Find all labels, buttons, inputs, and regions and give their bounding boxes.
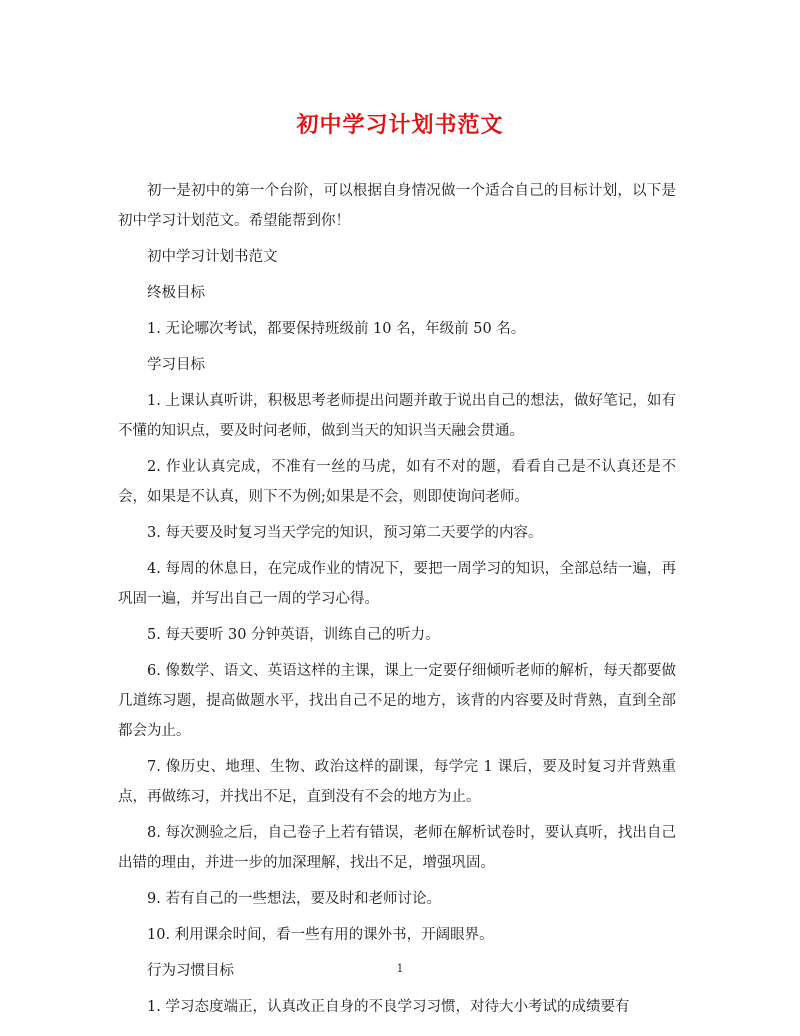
study-goal-item-10: 10. 利用课余时间，看一些有用的课外书，开阔眼界。 <box>147 927 494 943</box>
document-body <box>118 176 676 1028</box>
study-goal-item-7: 7. 像历史、地理、生物、政治这样的副课，每学完 1 课后，要及时复习并背熟重点，再做练习，并找出不足，直到没有不会的地方为止。 <box>118 759 676 805</box>
study-goal-item-2: 2. 作业认真完成，不准有一丝的马虎，如有不对的题，看看自己是不认真还是不会，如果是不认真，则下不为例;如果是不会，则即使询问老师。 <box>118 459 676 505</box>
section-heading-study-goals: 学习目标 <box>147 357 205 373</box>
study-goal-item-5: 5. 每天要听 30 分钟英语，训练自己的听力。 <box>147 627 440 643</box>
behavior-goal-item-1: 1. 学习态度端正，认真改正自身的不良学习习惯，对待大小考试的成绩要有 <box>147 999 630 1015</box>
study-goal-item-8: 8. 每次测验之后，自己卷子上若有错误，老师在解析试卷时，要认真听，找出自己出错的理由，并进一步的加深理解，找出不足，增强巩固。 <box>118 825 676 871</box>
subtitle-heading: 初中学习计划书范文 <box>147 249 278 265</box>
section-heading-behavior-goals: 行为习惯目标 <box>147 963 234 979</box>
intro-paragraph: 初一是初中的第一个台阶，可以根据自身情况做一个适合自己的目标计划，以下是初中学习计划范文。希望能帮到你！ <box>118 183 676 229</box>
study-goal-item-6: 6. 像数学、语文、英语这样的主课，课上一定要仔细倾听老师的解析，每天都要做几道练习题，提高做题水平，找出自己不足的地方，该背的内容要及时背熟，直到全部都会为止。 <box>118 663 676 739</box>
document-title: 初中学习计划书范文 <box>296 112 504 138</box>
study-goal-item-9: 9. 若有自己的一些想法，要及时和老师讨论。 <box>147 891 441 907</box>
study-goal-item-3: 3. 每天要及时复习当天学完的知识，预习第二天要学的内容。 <box>147 525 543 541</box>
page-number: 1 <box>396 962 404 975</box>
section-heading-ultimate-goal: 终极目标 <box>147 285 205 301</box>
study-goal-item-4: 4. 每周的休息日，在完成作业的情况下，要把一周学习的知识，全部总结一遍，再巩固一遍，并写出自己一周的学习心得。 <box>118 561 676 607</box>
study-goal-item-1: 1. 上课认真听讲，积极思考老师提出问题并敢于说出自己的想法，做好笔记，如有不懂的知识点，要及时问老师，做到当天的知识当天融会贯通。 <box>118 393 676 439</box>
ultimate-goal-item-1: 1. 无论哪次考试，都要保持班级前 10 名，年级前 50 名。 <box>147 321 526 337</box>
